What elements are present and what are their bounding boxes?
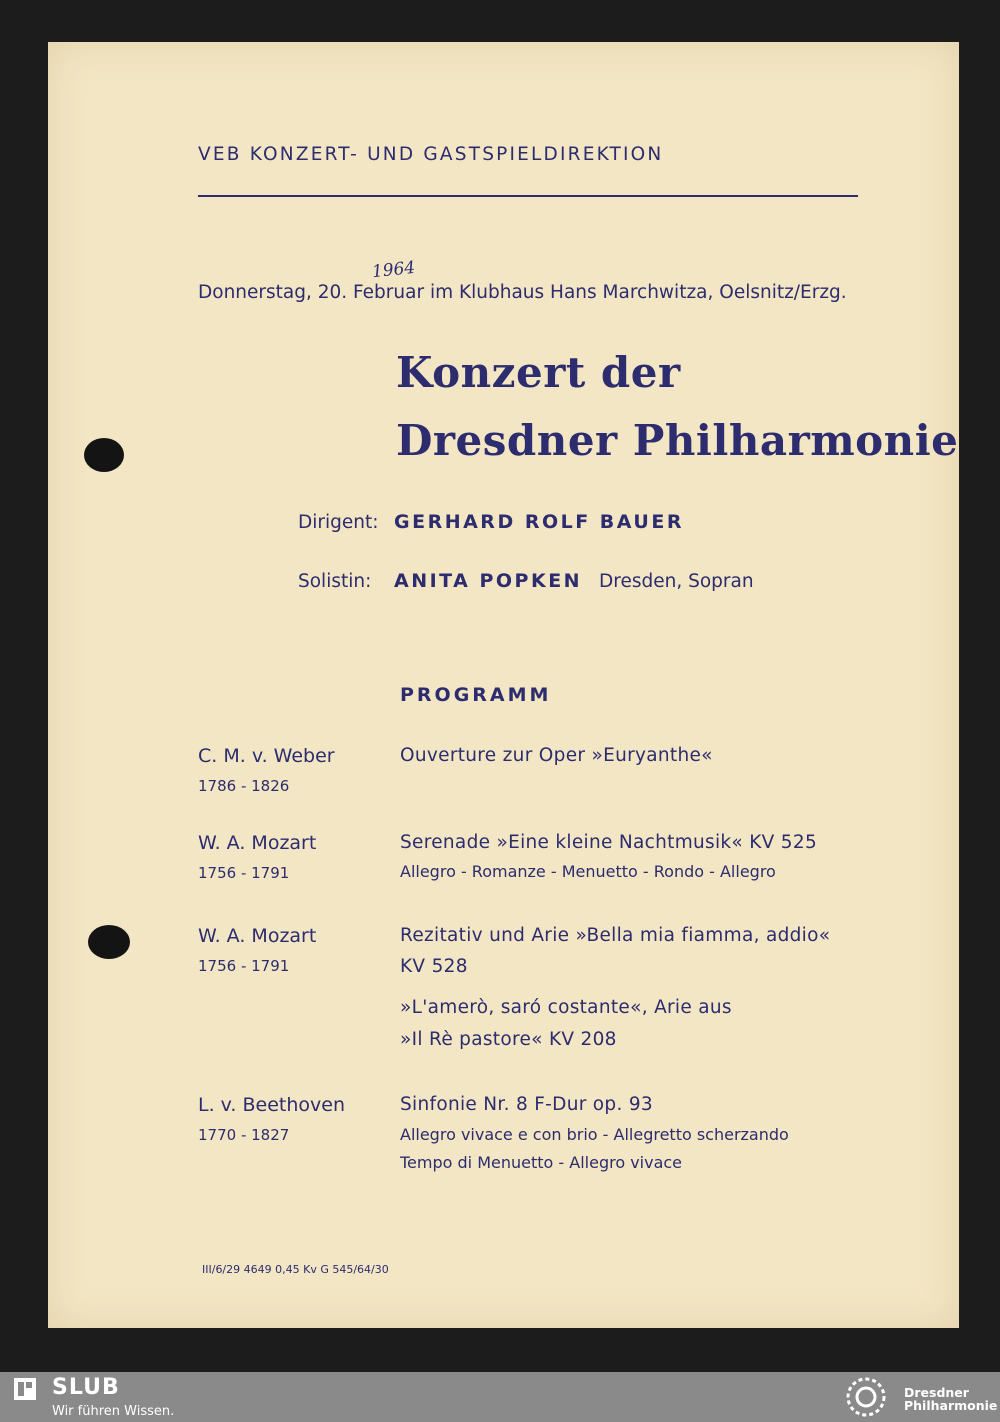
program-item-2-composer: W. A. Mozart bbox=[198, 832, 317, 854]
program-item-4-movements-line-2: Tempo di Menuetto - Allegro vivace bbox=[400, 1153, 683, 1172]
soloist-name: ANITA POPKEN bbox=[394, 570, 583, 592]
program-sheet bbox=[48, 42, 959, 1328]
program-item-3-composer: W. A. Mozart bbox=[198, 925, 317, 947]
partner-name-line-2: Philharmonie bbox=[904, 1398, 998, 1413]
program-item-3-work-line-1: Rezitativ und Arie »Bella mia fiamma, addio« bbox=[400, 925, 831, 946]
program-item-4-years: 1770 - 1827 bbox=[198, 1126, 290, 1144]
library-name: SLUB bbox=[52, 1375, 120, 1400]
footer-bar bbox=[0, 1372, 1000, 1422]
program-item-1-composer: C. M. v. Weber bbox=[198, 745, 335, 767]
program-item-3-work-line-2: KV 528 bbox=[400, 956, 468, 977]
program-item-2-movements: Allegro - Romanze - Menuetto - Rondo - Allegro bbox=[400, 862, 776, 881]
program-item-4-work: Sinfonie Nr. 8 F-Dur op. 93 bbox=[400, 1094, 653, 1115]
program-item-4-composer: L. v. Beethoven bbox=[198, 1094, 346, 1116]
partner-name-line-1: Dresdner bbox=[904, 1385, 969, 1400]
philharmonie-logo-icon bbox=[842, 1373, 890, 1421]
header-rule bbox=[198, 195, 858, 197]
print-code: III/6/29 4649 0,45 Kv G 545/64/30 bbox=[202, 1263, 389, 1276]
program-item-3-work-line-3: »L'amerò, saró costante«, Arie aus bbox=[400, 997, 732, 1018]
soloist-details: Dresden, Sopran bbox=[599, 571, 754, 592]
concert-dateline: Donnerstag, 20. Februar im Klubhaus Hans Marchwitza, Oelsnitz/Erzg. bbox=[198, 282, 847, 303]
punch-hole-bottom bbox=[88, 925, 130, 959]
partner-name bbox=[904, 1386, 997, 1412]
library-tagline: Wir führen Wissen. bbox=[52, 1404, 175, 1419]
program-item-1-years: 1786 - 1826 bbox=[198, 777, 290, 795]
program-item-2-work: Serenade »Eine kleine Nachtmusik« KV 525 bbox=[400, 832, 818, 853]
conductor-label: Dirigent: bbox=[298, 512, 379, 533]
organization-header: VEB KONZERT- UND GASTSPIELDIREKTION bbox=[198, 144, 664, 165]
title-line-1: Konzert der bbox=[396, 348, 681, 397]
program-item-3-work-line-4: »Il Rè pastore« KV 208 bbox=[400, 1029, 617, 1050]
conductor-name: GERHARD ROLF BAUER bbox=[394, 511, 684, 533]
soloist-label: Solistin: bbox=[298, 571, 372, 592]
punch-hole-top bbox=[84, 438, 124, 472]
slub-logo-icon bbox=[12, 1376, 38, 1402]
title-line-2: Dresdner Philharmonie bbox=[396, 416, 959, 465]
handwritten-year: 1964 bbox=[371, 257, 417, 283]
program-item-1-work: Ouverture zur Oper »Euryanthe« bbox=[400, 745, 713, 766]
program-item-2-years: 1756 - 1791 bbox=[198, 864, 290, 882]
program-heading: PROGRAMM bbox=[400, 684, 552, 706]
program-item-4-movements-line-1: Allegro vivace e con brio - Allegretto scherzando bbox=[400, 1125, 789, 1144]
program-item-3-years: 1756 - 1791 bbox=[198, 957, 290, 975]
